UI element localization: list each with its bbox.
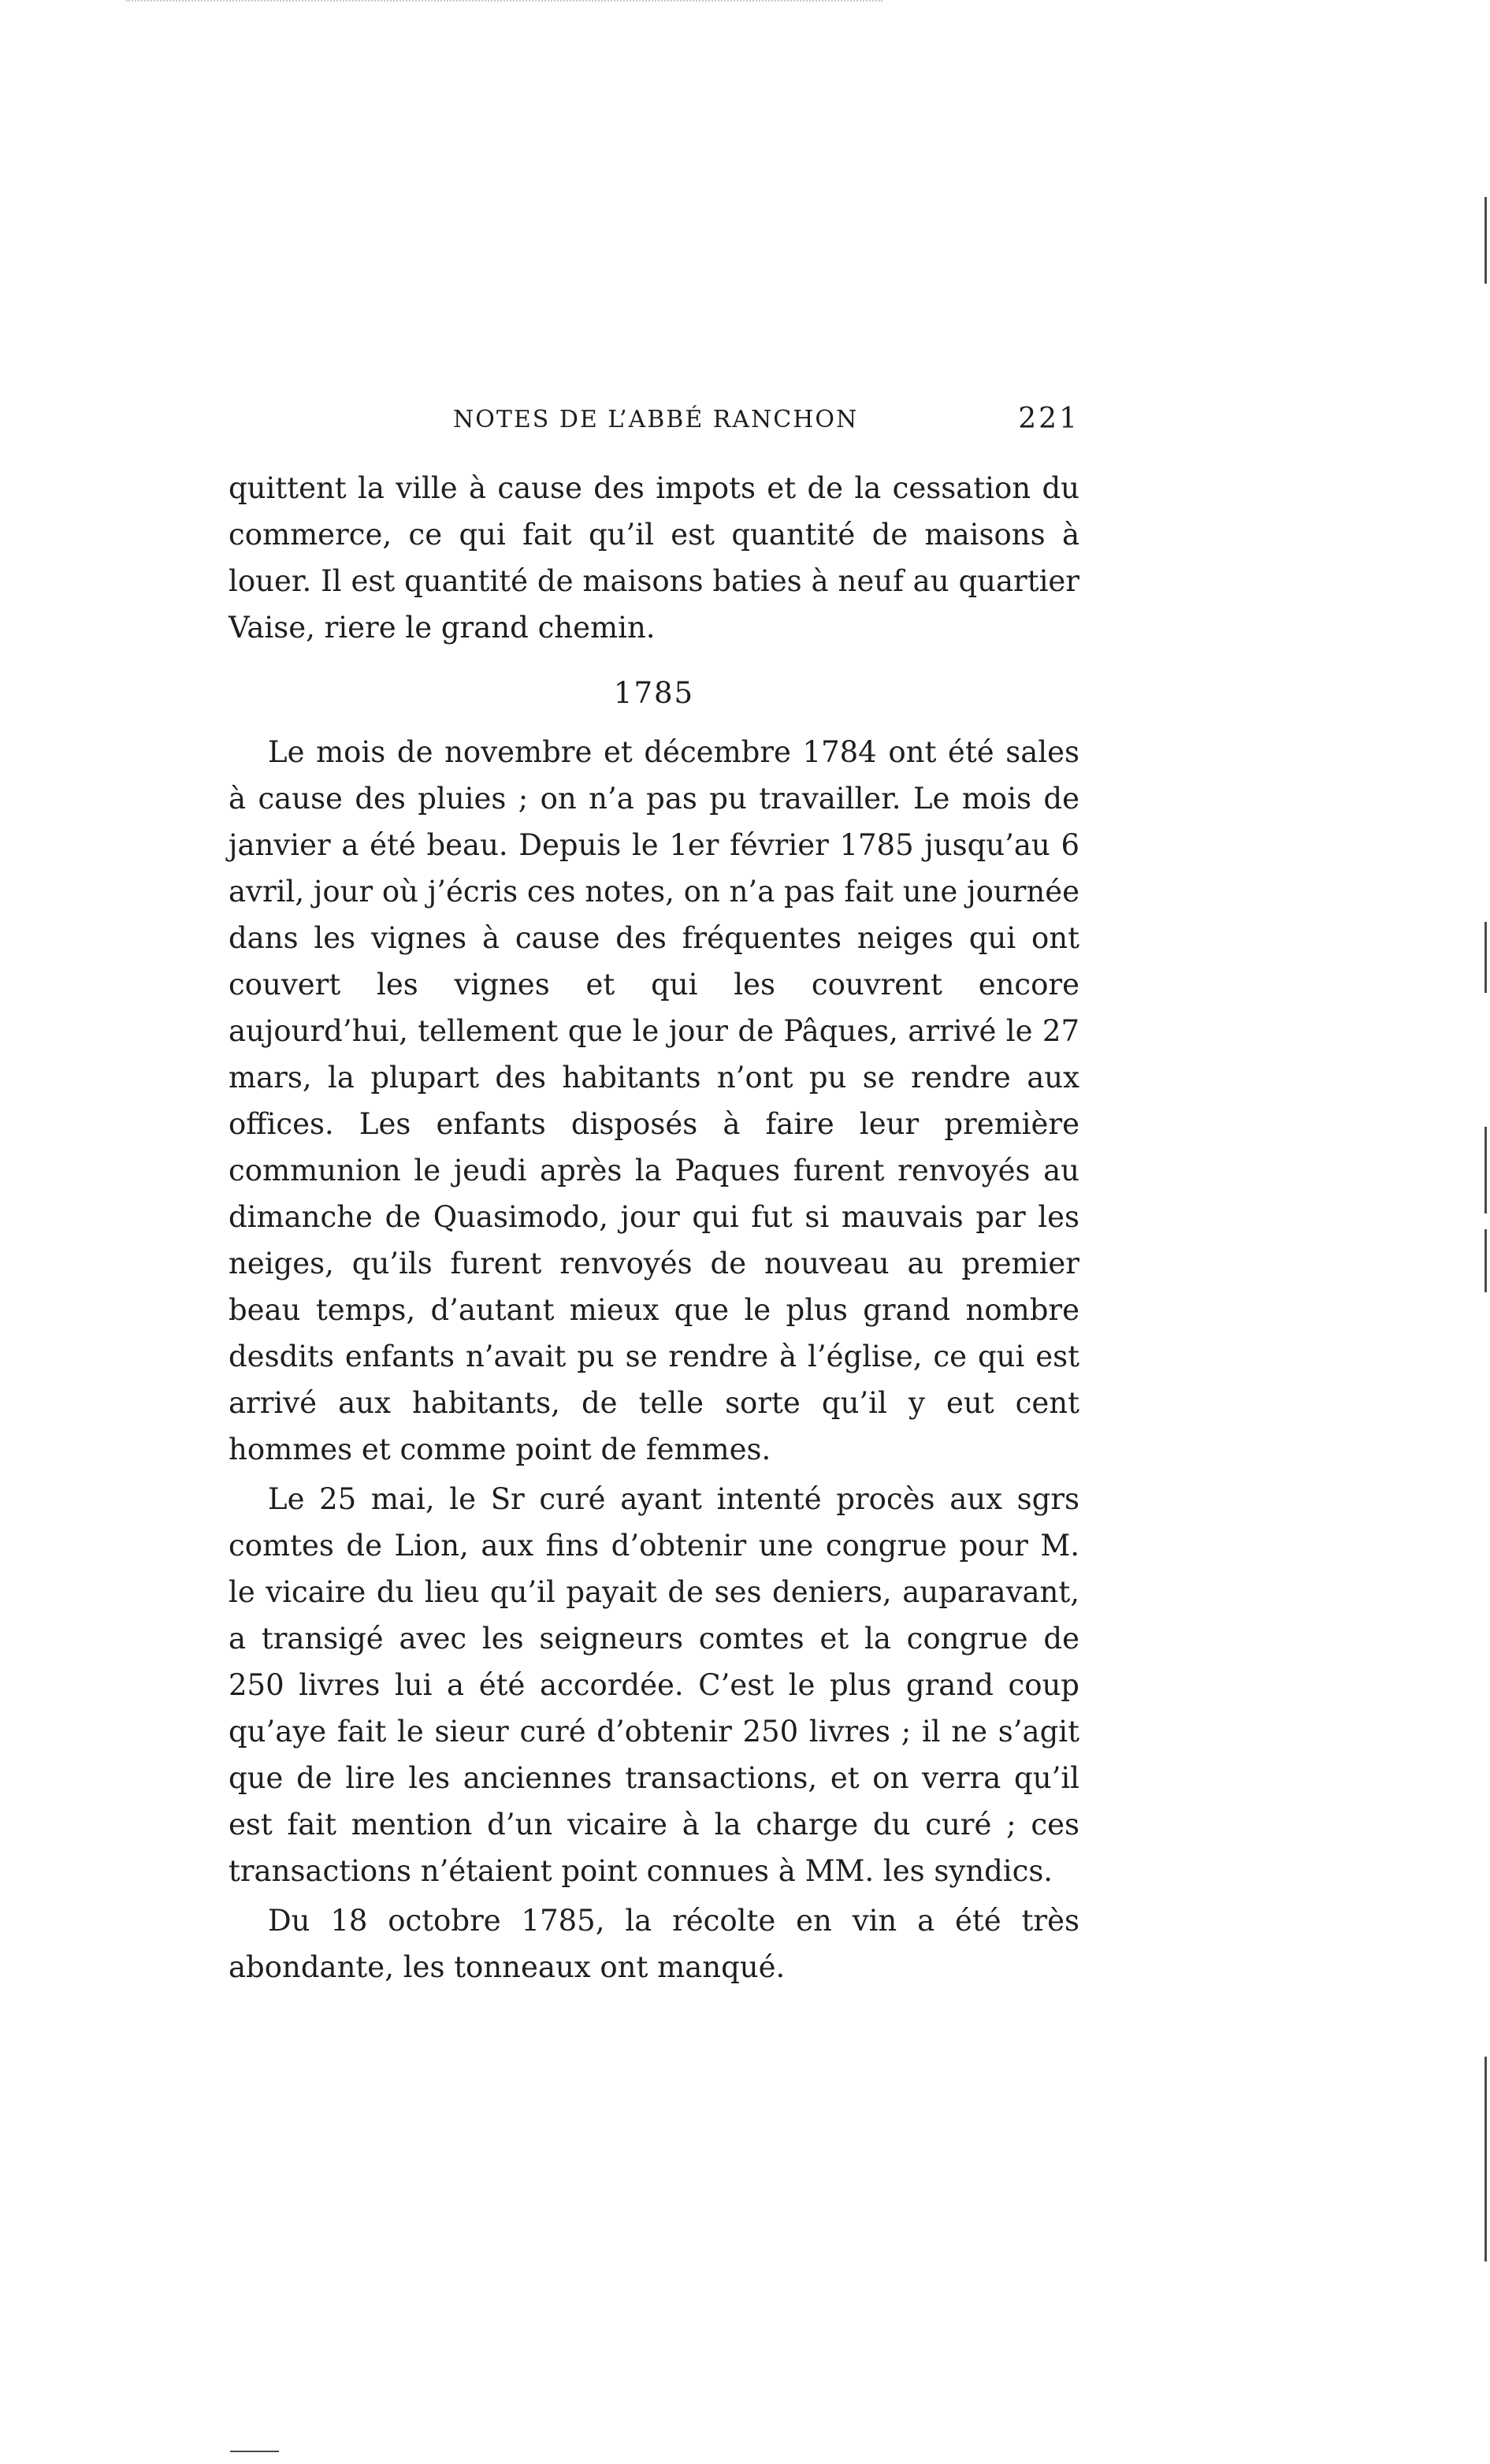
paragraph-4: Du 18 octobre 1785, la récolte en vin a été très abondante, les tonneaux ont manqué. (229, 1904, 1079, 1984)
footer-rule (230, 2451, 279, 2452)
running-title: NOTES DE L’ABBÉ RANCHON (453, 406, 859, 433)
paragraph-1: quittent la ville à cause des impots et de la cessation du commerce, ce qui fait qu’il est quantité de maisons à louer. Il est quantité de maisons baties à neuf au quartier Vaise, riere le grand chemin. (229, 471, 1079, 645)
top-scan-edge (126, 0, 882, 3)
paragraph-2: Le mois de novembre et décembre 1784 ont été sales à cause des pluies ; on n’a pas pu travailler. Le mois de janvier a été beau. Depuis le 1er février 1785 jusqu’au 6 avril, jour où j’écris ces notes, on n’a pas fait une journée dans les vignes à cause des fréquentes neiges qui ont couvert les vignes et qui les couvrent encore aujourd’hui, tellement que le jour de Pâques, arrivé le 27 mars, la plupart des habitants n’ont pu se rendre aux offices. Les enfants disposés à faire leur première communion le jeudi après la Paques furent renvoyés au dimanche de Quasimodo, jour qui fut si mauvais par les neiges, qu’ils furent renvoyés de nouveau au premier beau temps, d’autant mieux que le plus grand nombre desdits enfants n’avait pu se rendre à l’église, ce qui est arrivé aux habitants, de telle sorte qu’il y eut cent hommes et comme point de femmes. (229, 735, 1079, 1466)
main-text (229, 465, 1079, 1990)
margin-mark (1484, 922, 1487, 993)
page-header (229, 403, 1079, 437)
page-number: 221 (1018, 403, 1079, 435)
margin-mark (1484, 1229, 1487, 1292)
year-heading: 1785 (613, 676, 695, 710)
margin-mark (1484, 197, 1487, 284)
margin-mark (1484, 2057, 1487, 2261)
margin-mark (1484, 1127, 1487, 1213)
paragraph-3: Le 25 mai, le Sr curé ayant intenté procès aux sgrs comtes de Lion, aux fins d’obtenir une congrue pour M. le vicaire du lieu qu’il payait de ses deniers, auparavant, a transigé avec les seigneurs comtes et la congrue de 250 livres lui a été accordée. C’est le plus grand coup qu’aye fait le sieur curé d’obtenir 250 livres ; il ne s’agit que de lire les anciennes transactions, et on verra qu’il est fait mention d’un vicaire à la charge du curé ; ces transactions n’étaient point connues à MM. les syndics. (229, 1482, 1079, 1888)
